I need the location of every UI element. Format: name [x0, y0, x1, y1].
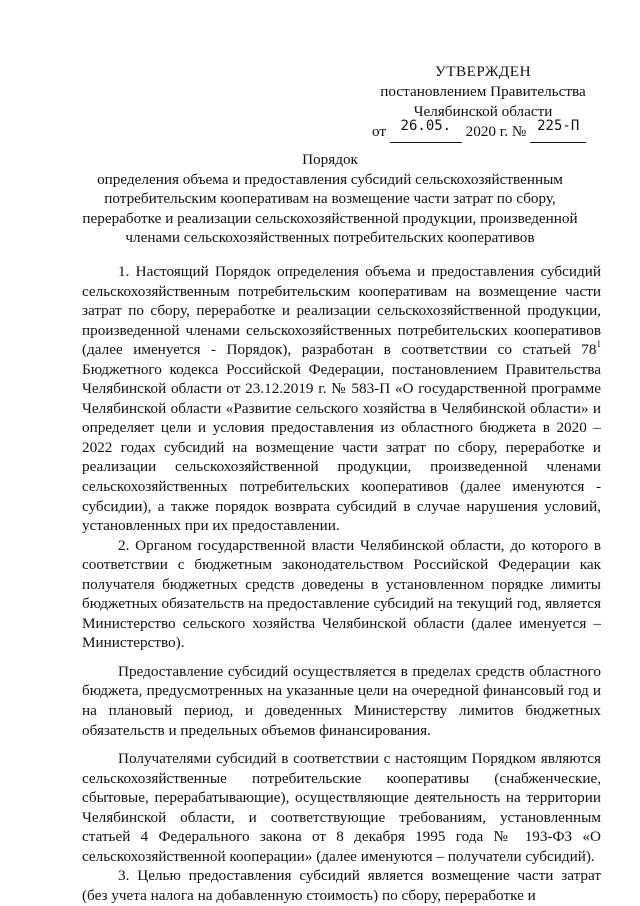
paragraph-1 — [82, 262, 601, 536]
article-superscript: 1 — [596, 339, 601, 350]
approval-year-label: 2020 г. № — [465, 123, 527, 140]
approval-from-label: от — [372, 123, 387, 140]
paragraph-1-part-b: Бюджетного кодекса Российской Федерации, постановлением Правительства Челябинской области от 23.12.2019 г. № 583-П «О государственной программе Челябинской области «Развитие сельского хозяйства в Челябинской области» и определяет цели и условия предоставления из областного бюджета в 2020 – 2022 годах субсидий на возмещение части затрат по сбору, переработке и реализации сельскохозяйственной продукции, произведенной членами сельскохозяйственных потребительских кооперативов (далее именуются - субсидии), а также порядок возврата субсидий в случае нарушения условий, установленных при их предоставлении. — [82, 360, 601, 535]
paragraph-4: Получателями субсидий в соответствии с настоящим Порядком являются сельскохозяйственные потребительские кооперативы (снабженческие, сбытовые, перерабатывающие), осуществляющие деятельность на территории Челябинской области, и соответствующие требованиям, установленным статьей 4 Федерального закона от 8 декабря 1995 года № 193-ФЗ «О сельскохозяйственной кооперации» (далее именуются – получатели субсидий). — [82, 750, 601, 865]
title-line-4: членами сельскохозяйственных потребительских кооперативов — [125, 229, 535, 246]
title-line-2: потребительским кооперативам на возмещение части затрат по сбору, — [104, 190, 556, 207]
paragraph-5: 3. Целью предоставления субсидий является возмещение части затрат (без учета налога на добавленную стоимость) по сбору, переработке и — [82, 867, 601, 904]
title-line-1: определения объема и предоставления субсидий сельскохозяйственным — [97, 170, 563, 188]
approval-stamp — [368, 62, 598, 143]
approval-line-region: Челябинской области — [413, 103, 553, 120]
paragraph-3: Предоставление субсидий осуществляется в пределах средств областного бюджета, предусмотренных на указанные цели на очередной финансовый год и на плановый период, и доведенных Министерству лимитов бюджетных обязательств и предельных объемов финансирования. — [82, 662, 601, 739]
document-title — [60, 150, 600, 248]
approval-number-field — [530, 118, 586, 143]
title-line-3: переработке и реализации сельскохозяйственной продукции, произведенной — [82, 209, 578, 227]
approval-number-value: 225-П — [537, 118, 580, 134]
approval-heading: УТВЕРЖДЕН — [434, 63, 532, 80]
title-heading: Порядок — [302, 151, 358, 168]
approval-date-line — [372, 118, 598, 143]
approval-date-value: 26.05. — [400, 118, 452, 134]
paragraph-1-part-a: 1. Настоящий Порядок определения объема и предоставления субсидий сельскохозяйственным потребительским кооперативам на возмещение части затрат по сбору, переработке и реализации сельскохозяйственной продукции, произведенной членами сельскохозяйственных потребительских кооперативов (далее именуется - Порядок), разработан в соответствии со статьей 78 — [82, 263, 601, 359]
document-body — [82, 262, 601, 906]
paragraph-2: 2. Органом государственной власти Челябинской области, до которого в соответствии с бюджетным законодательством Российской Федерации как получателя бюджетных средств доведены в установленном порядке лимиты бюджетных обязательств на предоставление субсидий на текущий год, является Министерство сельского хозяйства Челябинской области (далее именуется – Министерство). — [82, 536, 601, 652]
approval-date-field — [390, 118, 462, 143]
approval-line-resolution: постановлением Правительства — [380, 83, 586, 100]
